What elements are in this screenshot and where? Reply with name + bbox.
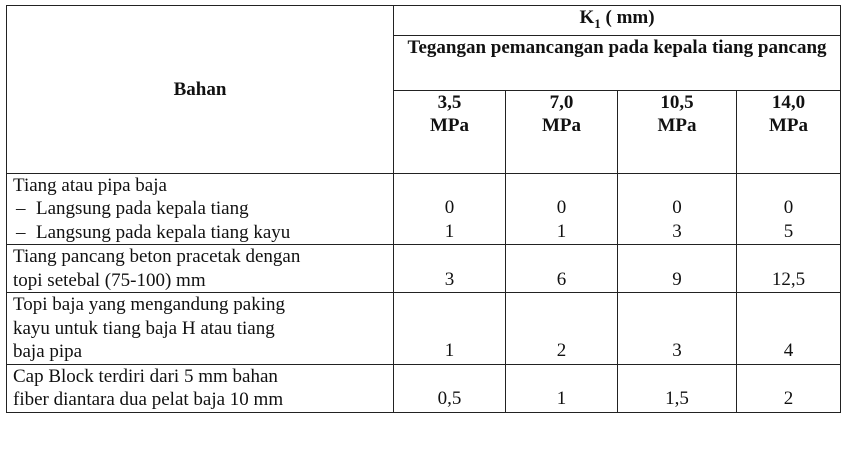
table-cell: 3 — [394, 245, 506, 293]
row-label: Cap Block terdiri dari 5 mm bahan fiber diantara dua pelat baja 10 mm — [7, 364, 394, 412]
table-row — [7, 245, 841, 293]
table-cell: 2 — [506, 293, 618, 365]
table-cell: 1 — [506, 364, 618, 412]
header-tegangan: Tegangan pemancangan pada kepala tiang pancang — [394, 35, 841, 90]
header-bahan: Bahan — [7, 6, 394, 174]
table-cell: 9 — [618, 245, 737, 293]
row-subitem: – Langsung pada kepala tiang — [16, 198, 249, 220]
k1-table — [6, 5, 841, 413]
row-title: Tiang atau pipa baja — [13, 174, 167, 196]
table-cell: 1 — [394, 293, 506, 365]
row-label — [7, 173, 394, 245]
table-cell: 4 — [737, 293, 841, 365]
table-row — [7, 173, 841, 245]
table-cell: 3 — [618, 293, 737, 365]
table-row — [7, 293, 841, 365]
header-stress-col: 3,5 MPa — [394, 90, 506, 173]
table-cell: 0 1 — [394, 173, 506, 245]
table-cell: 0 3 — [618, 173, 737, 245]
row-label: Topi baja yang mengandung paking kayu untuk tiang baja H atau tiang baja pipa — [7, 293, 394, 365]
table-cell: 1,5 — [618, 364, 737, 412]
header-stress-col: 10,5 MPa — [618, 90, 737, 173]
table-cell: 0,5 — [394, 364, 506, 412]
table-row — [7, 364, 841, 412]
row-label: Tiang pancang beton pracetak dengan topi setebal (75-100) mm — [7, 245, 394, 293]
table-cell: 0 5 — [737, 173, 841, 245]
header-stress-col: 14,0 MPa — [737, 90, 841, 173]
header-k1: $K_1$ ( mm) — [394, 6, 841, 36]
row-subitem: – Langsung pada kepala tiang kayu — [16, 221, 291, 243]
table-cell: 6 — [506, 245, 618, 293]
header-stress-col: 7,0 MPa — [506, 90, 618, 173]
table-cell: 2 — [737, 364, 841, 412]
table-cell: 12,5 — [737, 245, 841, 293]
table-cell: 0 1 — [506, 173, 618, 245]
